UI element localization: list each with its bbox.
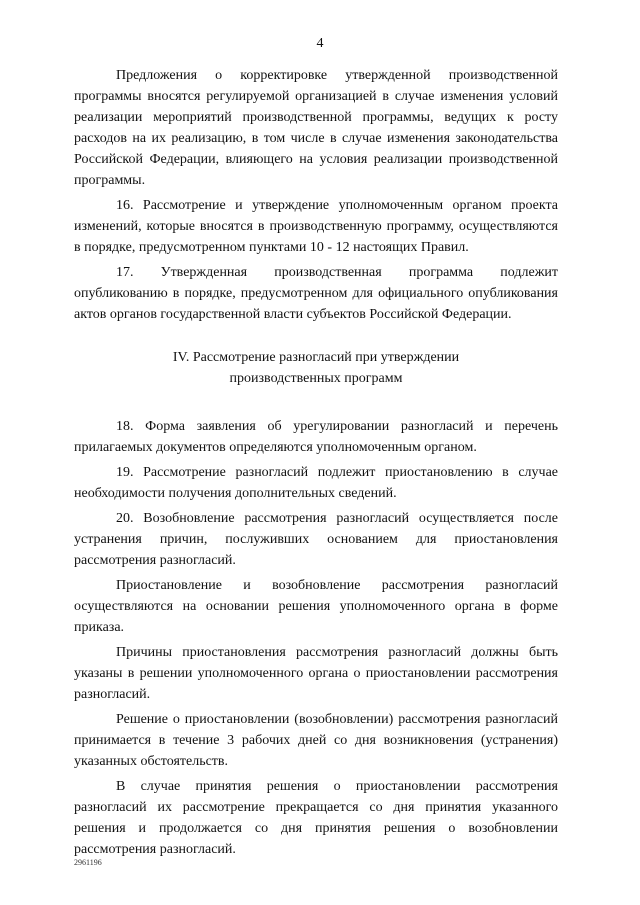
paragraph-19: 19. Рассмотрение разногласий подлежит приостановлению в случае необходимости получения дополнительных сведений.: [74, 465, 558, 501]
paragraph-consideration-stopped: В случае принятия решения о приостановлении рассмотрения разногласий их рассмотрение прекращается со дня принятия указанного решения и продолжается со дня принятия решения о возобновлении рассмотрения разногласий.: [74, 779, 558, 857]
paragraph-20: 20. Возобновление рассмотрения разногласий осуществляется после устранения причин, послуживших основанием для приостановления рассмотрения разногласий.: [74, 511, 558, 568]
document-body: [74, 65, 558, 864]
paragraph-16: 16. Рассмотрение и утверждение уполномоченным органом проекта изменений, которые вносятся в производственную программу, осуществляются в порядке, предусмотренном пунктами 10 - 12 настоящих Правил.: [74, 198, 558, 255]
paragraph-17: 17. Утвержденная производственная программа подлежит опубликованию в порядке, предусмотренном для официального опубликования актов органов государственной власти субъектов Российской Федерации.: [74, 265, 558, 322]
paragraph-proposals-adjustment: Предложения о корректировке утвержденной производственной программы вносятся регулируемой организацией в случае изменения условий реализации мероприятий производственной программы, ведущих к росту расходов на их реализацию, в том числе в случае изменения законодательства Российской Федерации, влияющего на условия реализации производственной программы.: [74, 68, 558, 188]
paragraph-18: 18. Форма заявления об урегулировании разногласий и перечень прилагаемых документов определяются уполномоченным органом.: [74, 419, 558, 455]
paragraph-suspension-reasons: Причины приостановления рассмотрения разногласий должны быть указаны в решении уполномоченного органа о приостановлении рассмотрения разногласий.: [74, 645, 558, 702]
section-heading-line-1: IV. Рассмотрение разногласий при утверждении: [172, 350, 460, 365]
section-heading-line-2: производственных программ: [229, 371, 403, 386]
document-code: 2961196: [74, 858, 102, 867]
paragraph-suspension-resumption: Приостановление и возобновление рассмотрения разногласий осуществляются на основании решения уполномоченного органа в форме приказа.: [74, 578, 558, 635]
paragraph-decision-timing: Решение о приостановлении (возобновлении) рассмотрения разногласий принимается в течение 3 рабочих дней со дня возникновения (устранения) указанных обстоятельств.: [74, 712, 558, 769]
page-number: 4: [316, 36, 324, 51]
section-heading: [74, 347, 558, 389]
